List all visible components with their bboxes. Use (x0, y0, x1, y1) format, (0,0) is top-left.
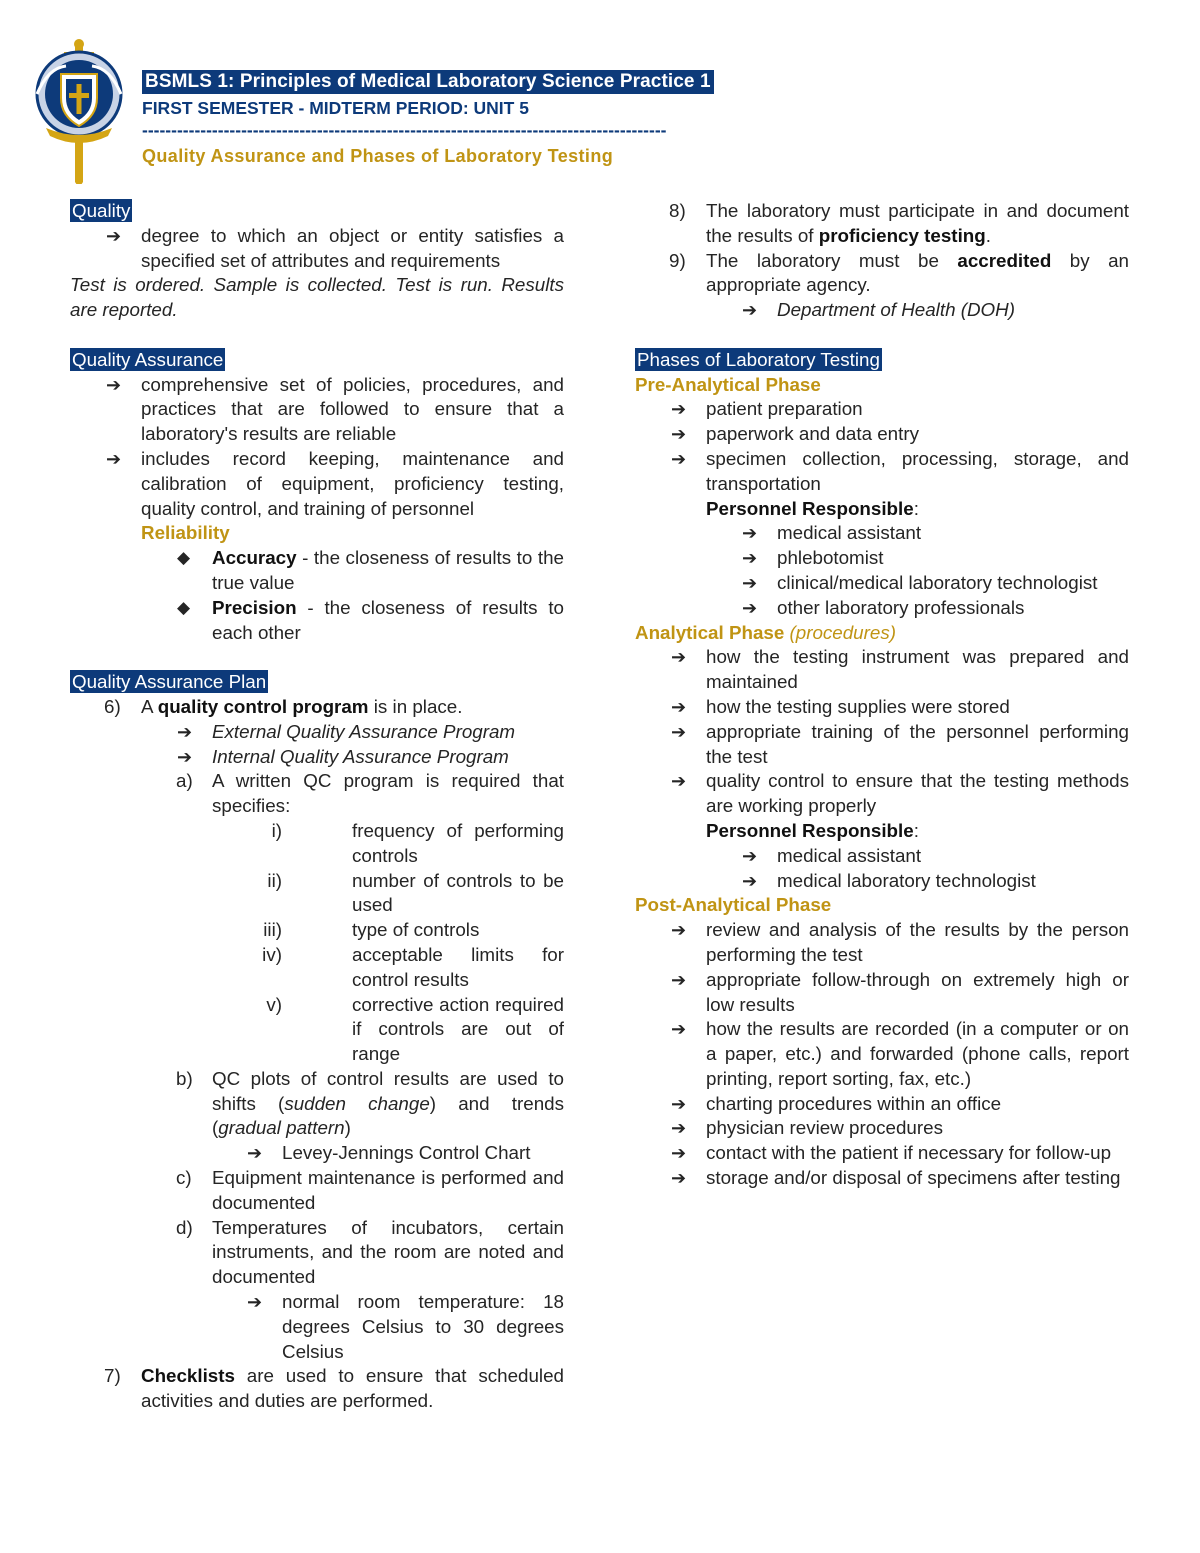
document-header (0, 0, 1200, 190)
arrow-icon: ➔ (742, 548, 758, 569)
course-title: BSMLS 1: Principles of Medical Laboratory Science Practice 1 (142, 70, 714, 94)
accuracy-term: Accuracy (212, 547, 297, 569)
b-text: QC plots of control results are used to shifts ( (212, 1067, 564, 1114)
arrow-icon: ➔ (671, 1168, 687, 1189)
item9-suffix: by an appropriate agency. (706, 249, 1130, 296)
qa-bullet-policies: comprehensive set of policies, procedures, and practices that are followed to ensure that a laboratory's results are reliable (141, 373, 564, 445)
item8-suffix: . (985, 224, 991, 246)
arrow-icon: ➔ (742, 845, 758, 866)
analytical-title-row (635, 621, 1129, 646)
arrow-icon: ➔ (671, 448, 687, 469)
section-pre-analytical (635, 373, 1129, 621)
arrow-icon: ➔ (671, 647, 687, 668)
pre-personnel-item: medical assistant (777, 522, 922, 544)
post-item: physician review procedures (706, 1117, 943, 1139)
arrow-icon: ➔ (742, 597, 758, 618)
list-letter: b) (176, 1067, 193, 1089)
analytical-personnel-item: medical laboratory technologist (777, 869, 1036, 891)
arrow-icon: ➔ (671, 771, 687, 792)
list-number: 9) (669, 249, 686, 271)
b-text: ) and trends ( (212, 1092, 564, 1139)
b-italic-trend: gradual pattern (218, 1117, 345, 1139)
arrow-icon: ➔ (671, 399, 687, 420)
pre-personnel-item: clinical/medical laboratory technologist (777, 571, 1098, 593)
qa-plan-heading: Quality Assurance Plan (72, 671, 267, 693)
university-seal-logo (28, 38, 132, 184)
arrow-icon: ➔ (671, 1118, 687, 1139)
section-quality (70, 199, 564, 323)
precision-definition: - the closeness of results to each other (212, 596, 564, 643)
analytical-personnel-item: medical assistant (777, 844, 922, 866)
qa-bullet-includes: includes record keeping, maintenance and calibration of equipment, proficiency testing, quality control, and training of personnel (141, 447, 564, 519)
arrow-icon: ➔ (106, 448, 122, 469)
arrow-icon: ➔ (671, 721, 687, 742)
item8-prefix: The laboratory must participate in and document the results of (706, 200, 1129, 246)
analytical-title: Analytical Phase (635, 621, 785, 643)
levey-jennings-chart: Levey-Jennings Control Chart (282, 1142, 531, 1164)
proficiency-testing-term: proficiency testing (818, 224, 986, 246)
diamond-icon: ◆ (177, 548, 191, 568)
post-item: storage and/or disposal of specimens after testing (706, 1167, 1121, 1189)
room-temperature-note: normal room temperature: 18 degrees Celsius to 30 degrees Celsius (282, 1291, 564, 1362)
section-quality-assurance-plan (70, 670, 564, 1414)
section-analytical (635, 621, 1129, 894)
arrow-icon: ➔ (671, 969, 687, 990)
pre-item: specimen collection, processing, storage, and transportation (706, 447, 1129, 494)
plan-item-a: A written QC program is required that specifies: (212, 770, 564, 817)
unit-topic-title: Quality Assurance and Phases of Laboratory Testing (142, 146, 614, 166)
arrow-icon: ➔ (177, 746, 193, 767)
arrow-icon: ➔ (671, 1143, 687, 1164)
analytical-subtitle: (procedures) (789, 621, 896, 643)
post-item: charting procedures within an office (706, 1092, 1002, 1114)
b-italic-shift: sudden change (284, 1092, 430, 1114)
colon: : (913, 497, 919, 519)
list-roman: v) (266, 993, 282, 1015)
item7-text: are used to ensure that scheduled activities and duties are performed. (141, 1365, 564, 1412)
arrow-icon: ➔ (742, 300, 758, 321)
list-roman: ii) (267, 869, 282, 891)
arrow-icon: ➔ (671, 1093, 687, 1114)
arrow-icon: ➔ (742, 523, 758, 544)
analytical-item: appropriate training of the personnel performing the test (706, 720, 1129, 767)
precision-item (212, 596, 564, 646)
plan-item-6 (141, 695, 564, 720)
quality-definition: degree to which an object or entity satisfies a specified set of attributes and requirements (141, 224, 564, 271)
external-qa-program: External Quality Assurance Program (212, 720, 516, 742)
arrow-icon: ➔ (671, 1019, 687, 1040)
list-roman: i) (271, 819, 282, 841)
phases-heading: Phases of Laboratory Testing (637, 348, 880, 370)
accredited-term: accredited (957, 249, 1052, 271)
item6-suffix: is in place. (368, 695, 463, 717)
reliability-subheading: Reliability (141, 522, 230, 544)
left-column (70, 199, 564, 1414)
plan-item-c: Equipment maintenance is performed and documented (212, 1167, 564, 1213)
item9-prefix: The laboratory must be (706, 249, 958, 271)
post-analytical-title: Post-Analytical Phase (635, 894, 832, 916)
arrow-icon: ➔ (671, 920, 687, 941)
analytical-personnel-label (635, 819, 1129, 844)
personnel-responsible-label: Personnel Responsible (706, 497, 914, 519)
quality-assurance-heading: Quality Assurance (72, 348, 224, 370)
pre-analytical-title: Pre-Analytical Phase (635, 373, 821, 395)
pre-item: patient preparation (706, 398, 863, 420)
arrow-icon: ➔ (177, 721, 193, 742)
semester-subtitle: FIRST SEMESTER - MIDTERM PERIOD: UNIT 5 (142, 98, 529, 118)
roman-item: number of controls to be used (352, 869, 564, 916)
arrow-icon: ➔ (247, 1143, 263, 1164)
list-number: 6) (104, 695, 121, 717)
item6-bold: quality control program (157, 695, 369, 717)
internal-qa-program: Internal Quality Assurance Program (212, 745, 509, 767)
roman-item: corrective action required if controls are out of range (352, 993, 564, 1065)
colon: : (913, 819, 919, 841)
plan-item-9 (706, 249, 1129, 299)
post-item: how the results are recorded (in a computer or on a paper, etc.) and forwarded (phone calls, report printing, report sorting, fax, etc.) (706, 1018, 1129, 1089)
plan-item-d: Temperatures of incubators, certain instruments, and the room are noted and documented (212, 1216, 564, 1288)
arrow-icon: ➔ (106, 225, 122, 246)
list-number: 7) (104, 1365, 121, 1387)
quality-heading: Quality (72, 200, 131, 221)
roman-item: frequency of performing controls (352, 819, 564, 866)
plan-item-8 (706, 199, 1129, 249)
plan-item-7 (141, 1364, 564, 1414)
arrow-icon: ➔ (106, 374, 122, 395)
roman-item: type of controls (352, 919, 480, 941)
arrow-icon: ➔ (742, 870, 758, 891)
post-item: appropriate follow-through on extremely high or low results (706, 968, 1129, 1015)
arrow-icon: ➔ (742, 572, 758, 593)
list-letter: a) (176, 770, 193, 792)
accuracy-item (212, 546, 564, 596)
pre-item: paperwork and data entry (706, 423, 919, 445)
right-column (635, 199, 1129, 1191)
arrow-icon: ➔ (247, 1292, 263, 1313)
quality-note: Test is ordered. Sample is collected. Test is run. Results are reported. (70, 274, 564, 321)
header-text-block (142, 70, 822, 169)
precision-term: Precision (212, 596, 297, 618)
post-item: contact with the patient if necessary for follow-up (706, 1142, 1112, 1164)
accuracy-definition: - the closeness of results to the true value (212, 547, 564, 593)
arrow-icon: ➔ (671, 696, 687, 717)
b-text: ) (344, 1117, 351, 1139)
analytical-item: how the testing instrument was prepared and maintained (706, 646, 1129, 693)
arrow-icon: ➔ (671, 424, 687, 445)
section-post-analytical (635, 893, 1129, 1191)
checklists-term: Checklists (141, 1365, 235, 1387)
pre-personnel-label (635, 497, 1129, 522)
header-divider: ------------------------------------------------------------------------------------------ (142, 120, 667, 140)
item6-prefix: A (141, 695, 158, 717)
roman-item: acceptable limits for control results (352, 943, 564, 990)
list-roman: iii) (263, 919, 282, 941)
list-number: 8) (669, 200, 686, 221)
list-roman: iv) (262, 943, 282, 965)
doh-agency: Department of Health (DOH) (777, 299, 1015, 321)
diamond-icon: ◆ (177, 597, 191, 617)
analytical-item: how the testing supplies were stored (706, 695, 1010, 717)
list-letter: c) (176, 1167, 192, 1189)
list-letter: d) (176, 1216, 193, 1238)
plan-item-b (212, 1067, 564, 1141)
section-quality-assurance (70, 348, 564, 646)
personnel-responsible-label: Personnel Responsible (706, 819, 914, 841)
post-item: review and analysis of the results by the person performing the test (706, 919, 1129, 965)
pre-personnel-item: phlebotomist (777, 547, 884, 569)
pre-personnel-item: other laboratory professionals (777, 596, 1025, 618)
analytical-item: quality control to ensure that the testing methods are working properly (706, 770, 1129, 817)
